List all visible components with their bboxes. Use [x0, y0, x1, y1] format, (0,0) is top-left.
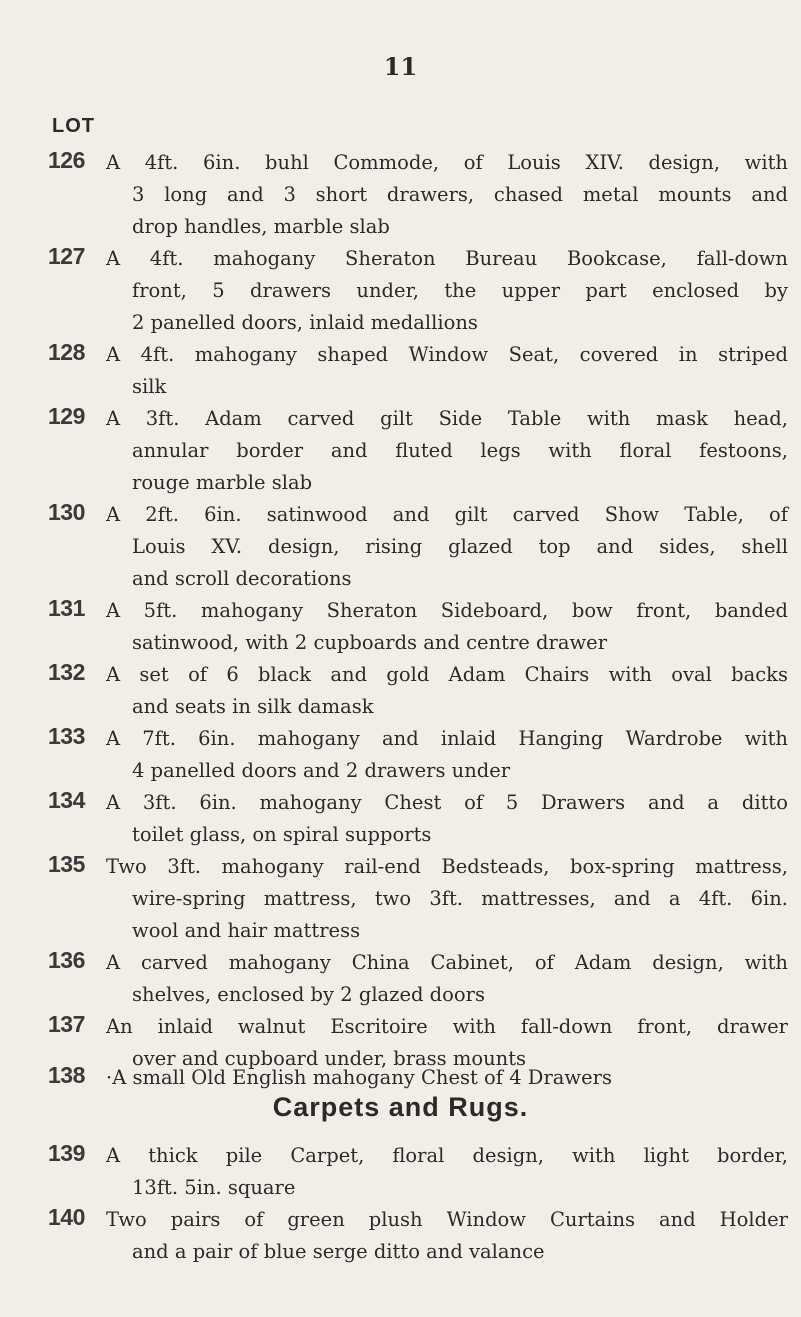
- lot-line: A 3ft. 6in. mahogany Chest of 5 Drawers and a ditto: [106, 791, 788, 814]
- lot-line: A 4ft. 6in. buhl Commode, of Louis XIV. design, with: [106, 151, 788, 174]
- lot-line: Louis XV. design, rising glazed top and sides, shell: [132, 535, 788, 558]
- lot-number: 131: [48, 595, 85, 621]
- lot-number: 135: [48, 851, 85, 877]
- lot-line: A 2ft. 6in. satinwood and gilt carved Show Table, of: [106, 503, 788, 526]
- lot-line: Two pairs of green plush Window Curtains and Holder: [106, 1208, 788, 1231]
- lot-line: toilet glass, on spiral supports: [132, 823, 432, 846]
- lot-number: 129: [48, 403, 85, 429]
- lot-number: 137: [48, 1011, 85, 1037]
- lot-description: [106, 723, 788, 787]
- lot-number: 128: [48, 339, 85, 365]
- lot-description: [106, 595, 788, 659]
- lot-number: 133: [48, 723, 85, 749]
- lot-line: shelves, enclosed by 2 glazed doors: [132, 983, 485, 1006]
- lot-line: wire-spring mattress, two 3ft. mattresses, and a 4ft. 6in.: [132, 887, 788, 910]
- lot-line: A 5ft. mahogany Sheraton Sideboard, bow front, banded: [106, 599, 788, 622]
- lot-line: 13ft. 5in. square: [132, 1176, 296, 1199]
- lot-line: silk: [132, 375, 167, 398]
- lot-line: A 3ft. Adam carved gilt Side Table with mask head,: [106, 407, 788, 430]
- lot-line: Two 3ft. mahogany rail-end Bedsteads, box-spring mattress,: [106, 855, 788, 878]
- lot-line: An inlaid walnut Escritoire with fall-down front, drawer: [106, 1015, 788, 1038]
- lot-line: A 4ft. mahogany shaped Window Seat, covered in striped: [106, 343, 788, 366]
- lot-line: front, 5 drawers under, the upper part enclosed by: [132, 279, 788, 302]
- lot-line: A set of 6 black and gold Adam Chairs with oval backs: [106, 663, 788, 686]
- lot-description: [106, 851, 788, 947]
- lot-line: and scroll decorations: [132, 567, 352, 590]
- lot-line: drop handles, marble slab: [132, 215, 390, 238]
- lot-number: 139: [48, 1140, 85, 1166]
- lot-description: [106, 403, 788, 499]
- lot-number: 136: [48, 947, 85, 973]
- lot-description: [106, 1062, 788, 1094]
- lot-line: annular border and fluted legs with floral festoons,: [132, 439, 788, 462]
- lot-line: A 4ft. mahogany Sheraton Bureau Bookcase, fall-down: [106, 247, 788, 270]
- lot-line: A carved mahogany China Cabinet, of Adam design, with: [106, 951, 788, 974]
- lot-description: [106, 787, 788, 851]
- lot-line: 4 panelled doors and 2 drawers under: [132, 759, 511, 782]
- lot-description: [106, 243, 788, 339]
- lot-number: 138: [48, 1062, 85, 1088]
- section-heading: Carpets and Rugs.: [272, 1092, 529, 1122]
- lot-description: [106, 339, 788, 403]
- lot-line: A thick pile Carpet, floral design, with light border,: [106, 1144, 788, 1167]
- lot-line: A 7ft. 6in. mahogany and inlaid Hanging Wardrobe with: [106, 727, 788, 750]
- lot-description: [106, 147, 788, 243]
- lot-description: [106, 659, 788, 723]
- lot-column-header: LOT: [52, 115, 95, 137]
- lot-description: [106, 947, 788, 1011]
- lot-line: 2 panelled doors, inlaid medallions: [132, 311, 478, 334]
- lot-line: ·A small Old English mahogany Chest of 4 Drawers: [106, 1066, 612, 1089]
- lot-number: 134: [48, 787, 85, 813]
- page-number: 11: [383, 52, 418, 81]
- lot-number: 132: [48, 659, 85, 685]
- lot-number: 127: [48, 243, 85, 269]
- lot-number: 130: [48, 499, 85, 525]
- lot-line: rouge marble slab: [132, 471, 313, 494]
- lot-line: and seats in silk damask: [132, 695, 374, 718]
- lot-number: 126: [48, 147, 85, 173]
- lot-description: [106, 1140, 788, 1204]
- lot-description: [106, 1204, 788, 1268]
- lot-number: 140: [48, 1204, 85, 1230]
- lot-line: wool and hair mattress: [132, 919, 361, 942]
- lot-line: and a pair of blue serge ditto and valance: [132, 1240, 545, 1263]
- lot-line: satinwood, with 2 cupboards and centre drawer: [132, 631, 608, 654]
- lot-line: 3 long and 3 short drawers, chased metal mounts and: [132, 183, 788, 206]
- lot-line: over and cupboard under, brass mounts: [132, 1047, 527, 1070]
- lot-description: [106, 499, 788, 595]
